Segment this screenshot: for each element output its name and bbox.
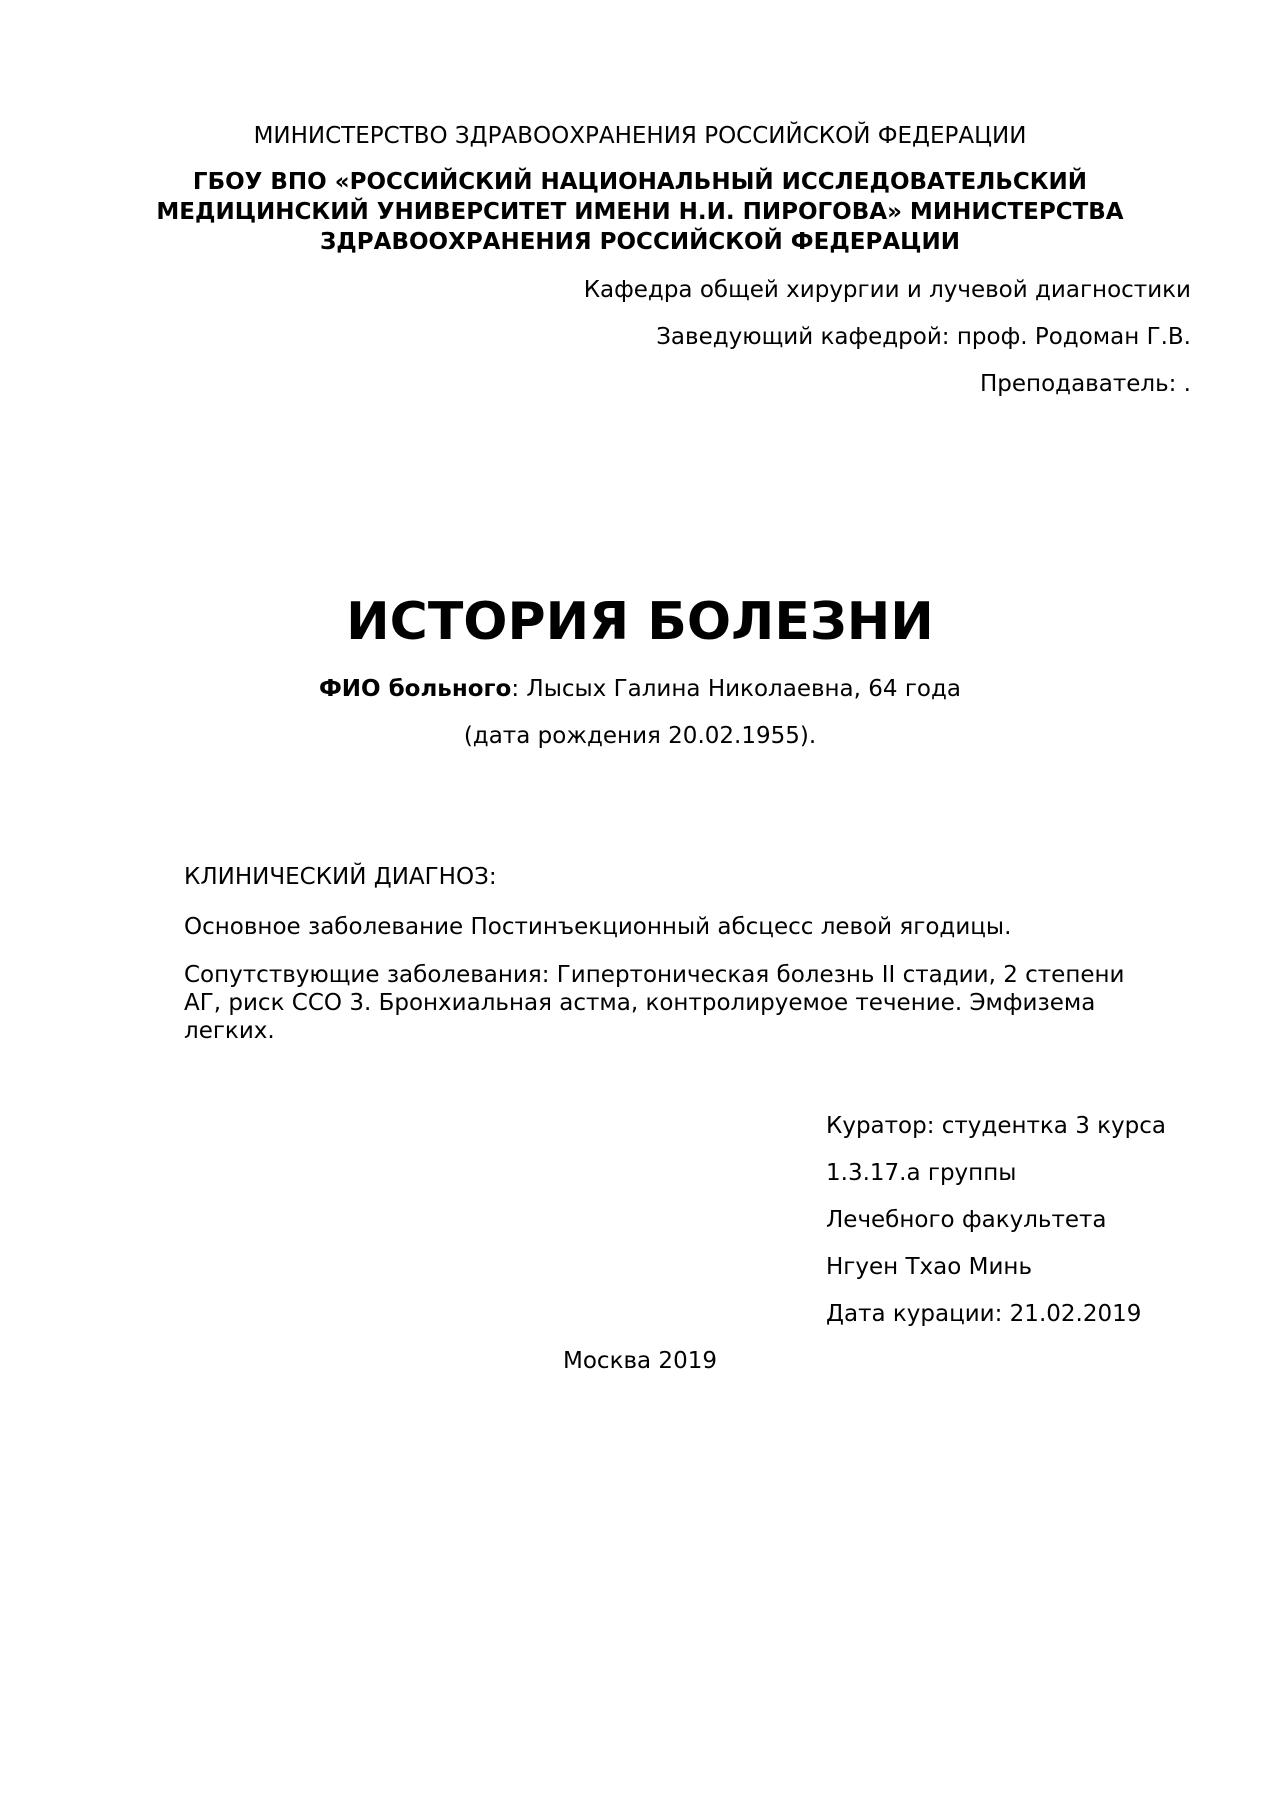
diagnosis-concomitant-line-3: легких. [184, 1018, 275, 1044]
department-name: Кафедра общей хирургии и лучевой диагностики [583, 277, 1191, 303]
university-line-1: ГБОУ ВПО «РОССИЙСКИЙ НАЦИОНАЛЬНЫЙ ИССЛЕДОВАТЕЛЬСКИЙ [192, 169, 1088, 195]
diagnosis-concomitant-line-2: АГ, риск ССО 3. Бронхиальная астма, контролируемое течение. Эмфизема [184, 990, 1096, 1016]
university-line-2: МЕДИЦИНСКИЙ УНИВЕРСИТЕТ ИМЕНИ Н.И. ПИРОГОВА» МИНИСТЕРСТВА [156, 199, 1124, 225]
ministry-heading: МИНИСТЕРСТВО ЗДРАВООХРАНЕНИЯ РОССИЙСКОЙ ФЕДЕРАЦИИ [253, 123, 1027, 149]
city-year: Москва 2019 [563, 1348, 717, 1374]
patient-value: : Лысых Галина Николаевна, 64 года [511, 676, 962, 702]
department-head: Заведующий кафедрой: проф. Родоман Г.В. [656, 324, 1191, 350]
diagnosis-concomitant [184, 961, 1194, 1045]
patient-name [0, 675, 1280, 703]
patient-label: ФИО больного [318, 676, 512, 702]
diagnosis-concomitant-line-1: Сопутствующие заболевания: Гипертоническая болезнь II стадии, 2 степени [184, 962, 1125, 988]
document-title: ИСТОРИЯ БОЛЕЗНИ [346, 592, 934, 652]
curator-line-2: 1.3.17.а группы [826, 1160, 1017, 1186]
curator-line-5: Дата курации: 21.02.2019 [826, 1301, 1142, 1327]
university-line-3: ЗДРАВООХРАНЕНИЯ РОССИЙСКОЙ ФЕДЕРАЦИИ [319, 229, 961, 255]
curator-line-4: Нгуен Тхао Минь [826, 1254, 1033, 1280]
diagnosis-main: Основное заболевание Постинъекционный абсцесс левой ягодицы. [184, 914, 1012, 940]
patient-birth-date: (дата рождения 20.02.1955). [463, 723, 817, 749]
diagnosis-heading: КЛИНИЧЕСКИЙ ДИАГНОЗ: [184, 864, 497, 890]
curator-line-1: Куратор: студентка 3 курса [826, 1113, 1166, 1139]
curator-line-3: Лечебного факультета [826, 1207, 1107, 1233]
university-name [150, 167, 1130, 257]
teacher: Преподаватель: . [980, 371, 1191, 397]
